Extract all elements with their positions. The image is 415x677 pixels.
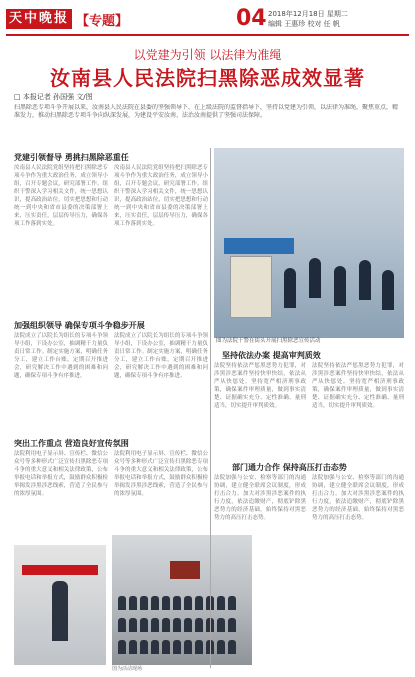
person-figure — [309, 258, 321, 298]
issue-meta — [268, 9, 348, 29]
photo-top-right — [214, 148, 404, 338]
officer-row — [118, 617, 246, 631]
column-divider — [210, 148, 211, 668]
section-text-continued: 法院利用电子显示屏、宣传栏、微信公众号等多种形式广泛宣传扫黑除恶专项斗争的重大意义和相关法律政策，公布举报电话和举报方式，鼓励群众积极检举揭发涉黑涉恶线索，营造了全民参与的浓厚氛围。 — [114, 451, 208, 497]
person-figure — [334, 266, 346, 306]
section-heading: 加强组织领导 确保专项斗争稳步开展 — [14, 321, 145, 330]
person-figure — [382, 270, 394, 310]
officer-row — [118, 639, 246, 653]
section-heading: 党建引领督导 勇挑扫黑除恶重任 — [14, 153, 129, 162]
issue-date: 2018年12月18日 星期二 — [268, 10, 348, 18]
section-text-continued: 法院成立了以院长为组长的专项斗争领导小组，下设办公室，抽调精干力量负责日常工作。制定实施方案，明确任务分工，建立工作台账，定期召开推进会，研究解决工作中遇到的困难和问题，确保专项斗争有序推进。 — [114, 333, 208, 379]
blue-banner — [224, 238, 294, 254]
lead-paragraph: 扫黑除恶专项斗争开展以来，汝南县人民法院在县委的坚强领导下，在上级法院的监督指导下，坚持以党建为引领，以法律为准绳，聚焦重点，精准发力，推动扫黑除恶专项斗争向纵深发展，为建设平安汝南、法治汝南提供了坚强司法保障。 — [14, 104, 399, 119]
person-figure — [284, 268, 296, 308]
section-text-continued: 法院加强与公安、检察等部门的沟通协调，建立健全联席会议制度，形成打击合力。加大对涉黑涉恶案件的执行力度，依法追缴财产，彻底铲除黑恶势力的经济基础，始终保持对黑恶势力的高压打击态势。 — [312, 475, 404, 521]
newspaper-logo: 天中晚报 — [6, 9, 72, 29]
person-figure — [359, 260, 371, 300]
podium — [170, 561, 200, 579]
section-heading: 坚持依法办案 提高审判质效 — [222, 351, 321, 360]
editor-line: 编辑 王惠珍 校对 任 帆 — [268, 20, 340, 28]
photo-caption: 图为法院干警在街头开展扫黑除恶宣传活动 — [216, 338, 321, 344]
section-text: 法院加强与公安、检察等部门的沟通协调，建立健全联席会议制度，形成打击合力。加大对涉黑涉恶案件的执行力度，依法追缴财产，彻底铲除黑恶势力的经济基础，始终保持对黑恶势力的高压打击态势。 — [214, 475, 306, 521]
section-heading: 部门通力合作 保持高压打击态势 — [232, 463, 347, 472]
section-text: 法院利用电子显示屏、宣传栏、微信公众号等多种形式广泛宣传扫黑除恶专项斗争的重大意义和相关法律政策，公布举报电话和举报方式，鼓励群众积极检举揭发涉黑涉恶线索，营造了全民参与的浓厚氛围。 — [14, 451, 108, 497]
poster-board — [230, 256, 272, 318]
officer-row — [118, 595, 246, 609]
photo-caption: 图为活动现场 — [112, 666, 143, 672]
photo-bottom-center — [112, 535, 252, 665]
section-text: 汝南县人民法院党组坚持把扫黑除恶专项斗争作为重大政治任务，成立领导小组，召开专题会议，研究部署工作。组织干警深入学习相关文件，统一思想认识，提高政治站位，切实把思想和行动统一到中央和省市县委的决策部署上来，压实责任，层层传导压力，确保各项工作落到实处。 — [14, 165, 108, 227]
masthead — [6, 6, 409, 36]
section-text: 法院坚持依法严惩黑恶势力犯罪，对涉黑涉恶案件坚持快审快结，依法从严从快惩处。坚持宽严相济刑事政策，确保案件审理质量，做到事实清楚、证据确实充分、定性准确、量刑适当，切实提升审判质效。 — [214, 363, 306, 409]
red-banner — [22, 565, 98, 575]
section-text-continued: 法院坚持依法严惩黑恶势力犯罪，对涉黑涉恶案件坚持快审快结，依法从严从快惩处。坚持宽严相济刑事政策，确保案件审理质量，做到事实清楚、证据确实充分、定性准确、量刑适当，切实提升审判质效。 — [312, 363, 404, 409]
photo-left — [14, 545, 106, 665]
section-text: 法院成立了以院长为组长的专项斗争领导小组，下设办公室，抽调精干力量负责日常工作。制定实施方案，明确任务分工，建立工作台账，定期召开推进会，研究解决工作中遇到的困难和问题，确保专项斗争有序推进。 — [14, 333, 108, 379]
section-heading: 突出工作重点 营造良好宣传氛围 — [14, 439, 129, 448]
page-number: 04 — [236, 6, 267, 31]
article-subtitle: 以党建为引领 以法律为准绳 — [133, 48, 282, 62]
byline: □ 本报记者 孙国强 文/图 — [14, 93, 93, 101]
speaker-figure — [52, 581, 68, 641]
article-title: 汝南县人民法院扫黑除恶成效显著 — [50, 66, 365, 90]
section-label: 【专题】 — [76, 14, 129, 29]
section-text-continued: 汝南县人民法院党组坚持把扫黑除恶专项斗争作为重大政治任务，成立领导小组，召开专题会议，研究部署工作。组织干警深入学习相关文件，统一思想认识，提高政治站位，切实把思想和行动统一到中央和省市县委的决策部署上来，压实责任，层层传导压力，确保各项工作落到实处。 — [114, 165, 208, 227]
